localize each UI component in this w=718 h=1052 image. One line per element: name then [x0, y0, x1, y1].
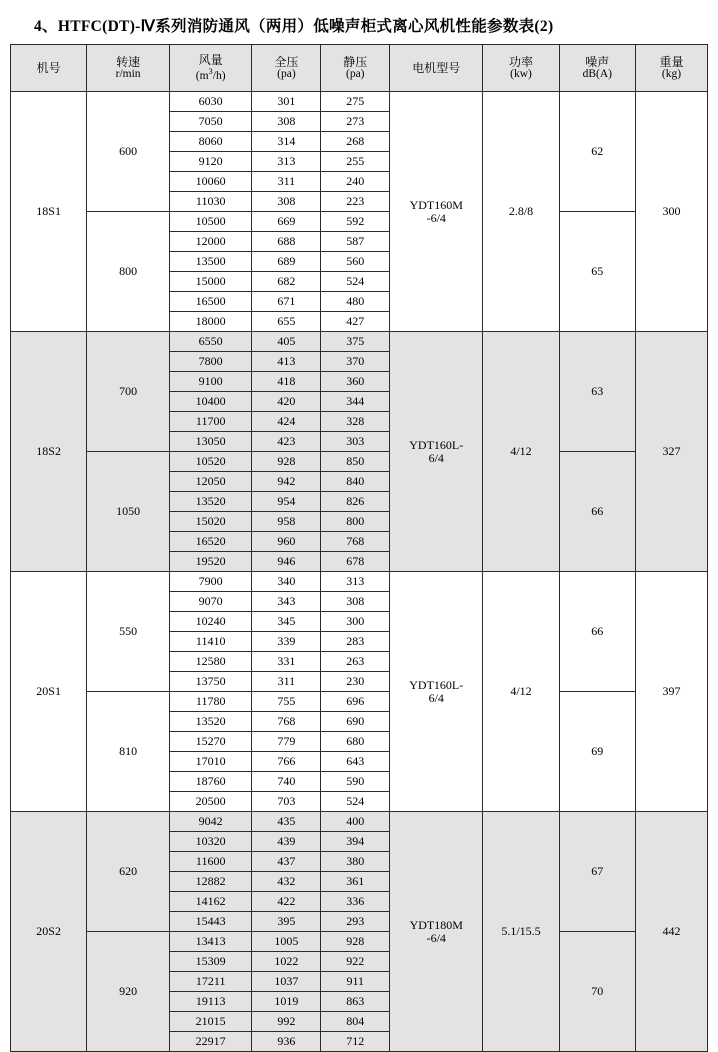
cell-motor-model: [390, 812, 483, 1052]
table-row: [11, 452, 708, 472]
cell-airflow: 13520: [169, 712, 252, 732]
cell-airflow: 10500: [169, 212, 252, 232]
cell-total-pressure: 413: [252, 352, 321, 372]
cell-weight: 327: [635, 332, 707, 572]
cell-total-pressure: 308: [252, 112, 321, 132]
cell-static-pressure: 850: [321, 452, 390, 472]
motor-model-line1: YDT160L-: [409, 437, 464, 452]
cell-total-pressure: 1019: [252, 992, 321, 1012]
cell-airflow: 9042: [169, 812, 252, 832]
cell-static-pressure: 592: [321, 212, 390, 232]
cell-static-pressure: 344: [321, 392, 390, 412]
cell-airflow: 19520: [169, 552, 252, 572]
table-row: [11, 812, 708, 832]
cell-total-pressure: 301: [252, 92, 321, 112]
cell-total-pressure: 655: [252, 312, 321, 332]
cell-airflow: 13413: [169, 932, 252, 952]
cell-total-pressure: 418: [252, 372, 321, 392]
cell-static-pressure: 712: [321, 1032, 390, 1052]
cell-static-pressure: 768: [321, 532, 390, 552]
cell-static-pressure: 360: [321, 372, 390, 392]
cell-static-pressure: 313: [321, 572, 390, 592]
cell-airflow: 15270: [169, 732, 252, 752]
table-row: [11, 932, 708, 952]
cell-noise: 70: [559, 932, 635, 1052]
cell-static-pressure: 840: [321, 472, 390, 492]
cell-airflow: 12050: [169, 472, 252, 492]
motor-model-line2: 6/4: [428, 450, 444, 465]
cell-airflow: 16520: [169, 532, 252, 552]
cell-total-pressure: 422: [252, 892, 321, 912]
cell-total-pressure: 423: [252, 432, 321, 452]
cell-static-pressure: 293: [321, 912, 390, 932]
cell-static-pressure: 587: [321, 232, 390, 252]
cell-noise: 67: [559, 812, 635, 932]
cell-airflow: 7800: [169, 352, 252, 372]
cell-total-pressure: 703: [252, 792, 321, 812]
cell-machine-no: 20S1: [11, 572, 87, 812]
table-header: [11, 45, 708, 92]
cell-airflow: 15309: [169, 952, 252, 972]
motor-model-line2: -6/4: [426, 930, 446, 945]
cell-total-pressure: 311: [252, 172, 321, 192]
cell-total-pressure: 331: [252, 652, 321, 672]
cell-airflow: 11600: [169, 852, 252, 872]
cell-power: 2.8/8: [483, 92, 559, 332]
cell-total-pressure: 755: [252, 692, 321, 712]
cell-total-pressure: 740: [252, 772, 321, 792]
cell-total-pressure: 1005: [252, 932, 321, 952]
cell-speed: 700: [87, 332, 170, 452]
cell-airflow: 10520: [169, 452, 252, 472]
cell-static-pressure: 800: [321, 512, 390, 532]
cell-airflow: 10240: [169, 612, 252, 632]
cell-power: 4/12: [483, 332, 559, 572]
cell-airflow: 17211: [169, 972, 252, 992]
cell-airflow: 18000: [169, 312, 252, 332]
cell-static-pressure: 804: [321, 1012, 390, 1032]
cell-total-pressure: 308: [252, 192, 321, 212]
cell-airflow: 14162: [169, 892, 252, 912]
cell-airflow: 13520: [169, 492, 252, 512]
cell-airflow: 15020: [169, 512, 252, 532]
table-row: [11, 212, 708, 232]
cell-total-pressure: 435: [252, 812, 321, 832]
cell-speed: 600: [87, 92, 170, 212]
cell-airflow: 11700: [169, 412, 252, 432]
cell-machine-no: 18S1: [11, 92, 87, 332]
cell-speed: 550: [87, 572, 170, 692]
cell-airflow: 11410: [169, 632, 252, 652]
cell-static-pressure: 303: [321, 432, 390, 452]
cell-speed: 800: [87, 212, 170, 332]
cell-total-pressure: 395: [252, 912, 321, 932]
cell-static-pressure: 524: [321, 272, 390, 292]
cell-noise: 66: [559, 572, 635, 692]
col-header-static-pressure: 静压 (pa): [321, 45, 390, 92]
cell-total-pressure: 928: [252, 452, 321, 472]
cell-static-pressure: 275: [321, 92, 390, 112]
table-row: [11, 92, 708, 112]
cell-airflow: 7050: [169, 112, 252, 132]
cell-airflow: 6550: [169, 332, 252, 352]
cell-weight: 442: [635, 812, 707, 1052]
cell-speed: 810: [87, 692, 170, 812]
cell-power: 4/12: [483, 572, 559, 812]
performance-table: [10, 44, 708, 1052]
table-row: [11, 572, 708, 592]
table-row: [11, 332, 708, 352]
cell-total-pressure: 960: [252, 532, 321, 552]
cell-speed: 1050: [87, 452, 170, 572]
cell-total-pressure: 669: [252, 212, 321, 232]
col-header-power: 功率 (kw): [483, 45, 559, 92]
cell-total-pressure: 405: [252, 332, 321, 352]
cell-motor-model: [390, 572, 483, 812]
col-header-airflow: 风量 $(m^3/h)$: [169, 45, 252, 92]
col-header-weight: 重量 (kg): [635, 45, 707, 92]
motor-model-line2: 6/4: [428, 690, 444, 705]
cell-static-pressure: 524: [321, 792, 390, 812]
cell-noise: 62: [559, 92, 635, 212]
motor-model-line1: YDT160M: [409, 197, 463, 212]
cell-total-pressure: 437: [252, 852, 321, 872]
cell-total-pressure: 992: [252, 1012, 321, 1032]
cell-total-pressure: 314: [252, 132, 321, 152]
cell-total-pressure: 420: [252, 392, 321, 412]
cell-airflow: 7900: [169, 572, 252, 592]
table-row: [11, 692, 708, 712]
cell-noise: 69: [559, 692, 635, 812]
cell-airflow: 6030: [169, 92, 252, 112]
cell-static-pressure: 394: [321, 832, 390, 852]
cell-machine-no: 18S2: [11, 332, 87, 572]
cell-total-pressure: 311: [252, 672, 321, 692]
cell-airflow: 10060: [169, 172, 252, 192]
cell-static-pressure: 480: [321, 292, 390, 312]
cell-total-pressure: 946: [252, 552, 321, 572]
cell-static-pressure: 928: [321, 932, 390, 952]
col-header-noise: 噪声 dB(A): [559, 45, 635, 92]
page-title: 4、HTFC(DT)-Ⅳ系列消防通风（两用）低噪声柜式离心风机性能参数表(2): [34, 18, 554, 35]
cell-weight: 397: [635, 572, 707, 812]
cell-static-pressure: 560: [321, 252, 390, 272]
cell-total-pressure: 432: [252, 872, 321, 892]
cell-static-pressure: 230: [321, 672, 390, 692]
cell-total-pressure: 942: [252, 472, 321, 492]
cell-airflow: 9120: [169, 152, 252, 172]
cell-airflow: 11030: [169, 192, 252, 212]
cell-static-pressure: 826: [321, 492, 390, 512]
cell-motor-model: [390, 92, 483, 332]
cell-static-pressure: 240: [321, 172, 390, 192]
cell-power: 5.1/15.5: [483, 812, 559, 1052]
cell-airflow: 11780: [169, 692, 252, 712]
cell-static-pressure: 696: [321, 692, 390, 712]
cell-static-pressure: 300: [321, 612, 390, 632]
cell-total-pressure: 936: [252, 1032, 321, 1052]
cell-total-pressure: 766: [252, 752, 321, 772]
cell-static-pressure: 268: [321, 132, 390, 152]
cell-motor-model: [390, 332, 483, 572]
cell-static-pressure: 308: [321, 592, 390, 612]
cell-total-pressure: 439: [252, 832, 321, 852]
cell-airflow: 9070: [169, 592, 252, 612]
cell-airflow: 13050: [169, 432, 252, 452]
cell-airflow: 20500: [169, 792, 252, 812]
cell-static-pressure: 427: [321, 312, 390, 332]
cell-airflow: 13500: [169, 252, 252, 272]
cell-airflow: 12882: [169, 872, 252, 892]
cell-total-pressure: 1037: [252, 972, 321, 992]
cell-static-pressure: 370: [321, 352, 390, 372]
cell-total-pressure: 779: [252, 732, 321, 752]
cell-total-pressure: 958: [252, 512, 321, 532]
cell-airflow: 22917: [169, 1032, 252, 1052]
cell-airflow: 9100: [169, 372, 252, 392]
cell-total-pressure: 1022: [252, 952, 321, 972]
cell-static-pressure: 336: [321, 892, 390, 912]
table-body: [11, 92, 708, 1052]
cell-static-pressure: 361: [321, 872, 390, 892]
cell-total-pressure: 682: [252, 272, 321, 292]
cell-static-pressure: 283: [321, 632, 390, 652]
cell-total-pressure: 688: [252, 232, 321, 252]
cell-total-pressure: 424: [252, 412, 321, 432]
cell-total-pressure: 313: [252, 152, 321, 172]
cell-total-pressure: 768: [252, 712, 321, 732]
cell-airflow: 13750: [169, 672, 252, 692]
cell-total-pressure: 689: [252, 252, 321, 272]
cell-static-pressure: 590: [321, 772, 390, 792]
cell-static-pressure: 922: [321, 952, 390, 972]
cell-airflow: 18760: [169, 772, 252, 792]
cell-airflow: 15000: [169, 272, 252, 292]
cell-speed: 620: [87, 812, 170, 932]
cell-airflow: 8060: [169, 132, 252, 152]
cell-static-pressure: 400: [321, 812, 390, 832]
cell-airflow: 19113: [169, 992, 252, 1012]
cell-static-pressure: 263: [321, 652, 390, 672]
cell-static-pressure: 678: [321, 552, 390, 572]
cell-speed: 920: [87, 932, 170, 1052]
cell-airflow: 15443: [169, 912, 252, 932]
cell-static-pressure: 680: [321, 732, 390, 752]
cell-machine-no: 20S2: [11, 812, 87, 1052]
motor-model-line1: YDT180M: [409, 917, 463, 932]
cell-static-pressure: 375: [321, 332, 390, 352]
col-header-total-pressure: 全压 (pa): [252, 45, 321, 92]
motor-model-line1: YDT160L-: [409, 677, 464, 692]
col-header-speed: 转速 r/min: [87, 45, 170, 92]
col-header-machine-no: 机号: [11, 45, 87, 92]
cell-airflow: 10400: [169, 392, 252, 412]
cell-weight: 300: [635, 92, 707, 332]
cell-noise: 65: [559, 212, 635, 332]
cell-noise: 63: [559, 332, 635, 452]
cell-airflow: 17010: [169, 752, 252, 772]
cell-airflow: 12000: [169, 232, 252, 252]
cell-static-pressure: 911: [321, 972, 390, 992]
motor-model-line2: -6/4: [426, 210, 446, 225]
cell-static-pressure: 273: [321, 112, 390, 132]
cell-static-pressure: 328: [321, 412, 390, 432]
cell-static-pressure: 380: [321, 852, 390, 872]
cell-total-pressure: 954: [252, 492, 321, 512]
cell-airflow: 10320: [169, 832, 252, 852]
header-row: [11, 45, 708, 92]
cell-static-pressure: 690: [321, 712, 390, 732]
cell-total-pressure: 345: [252, 612, 321, 632]
cell-noise: 66: [559, 452, 635, 572]
cell-static-pressure: 223: [321, 192, 390, 212]
cell-total-pressure: 339: [252, 632, 321, 652]
cell-airflow: 16500: [169, 292, 252, 312]
cell-total-pressure: 671: [252, 292, 321, 312]
cell-airflow: 21015: [169, 1012, 252, 1032]
airflow-unit: $(m^3/h)$: [195, 65, 226, 82]
cell-total-pressure: 343: [252, 592, 321, 612]
cell-static-pressure: 863: [321, 992, 390, 1012]
cell-total-pressure: 340: [252, 572, 321, 592]
cell-airflow: 12580: [169, 652, 252, 672]
cell-static-pressure: 255: [321, 152, 390, 172]
col-header-motor-model: 电机型号: [390, 45, 483, 92]
cell-static-pressure: 643: [321, 752, 390, 772]
